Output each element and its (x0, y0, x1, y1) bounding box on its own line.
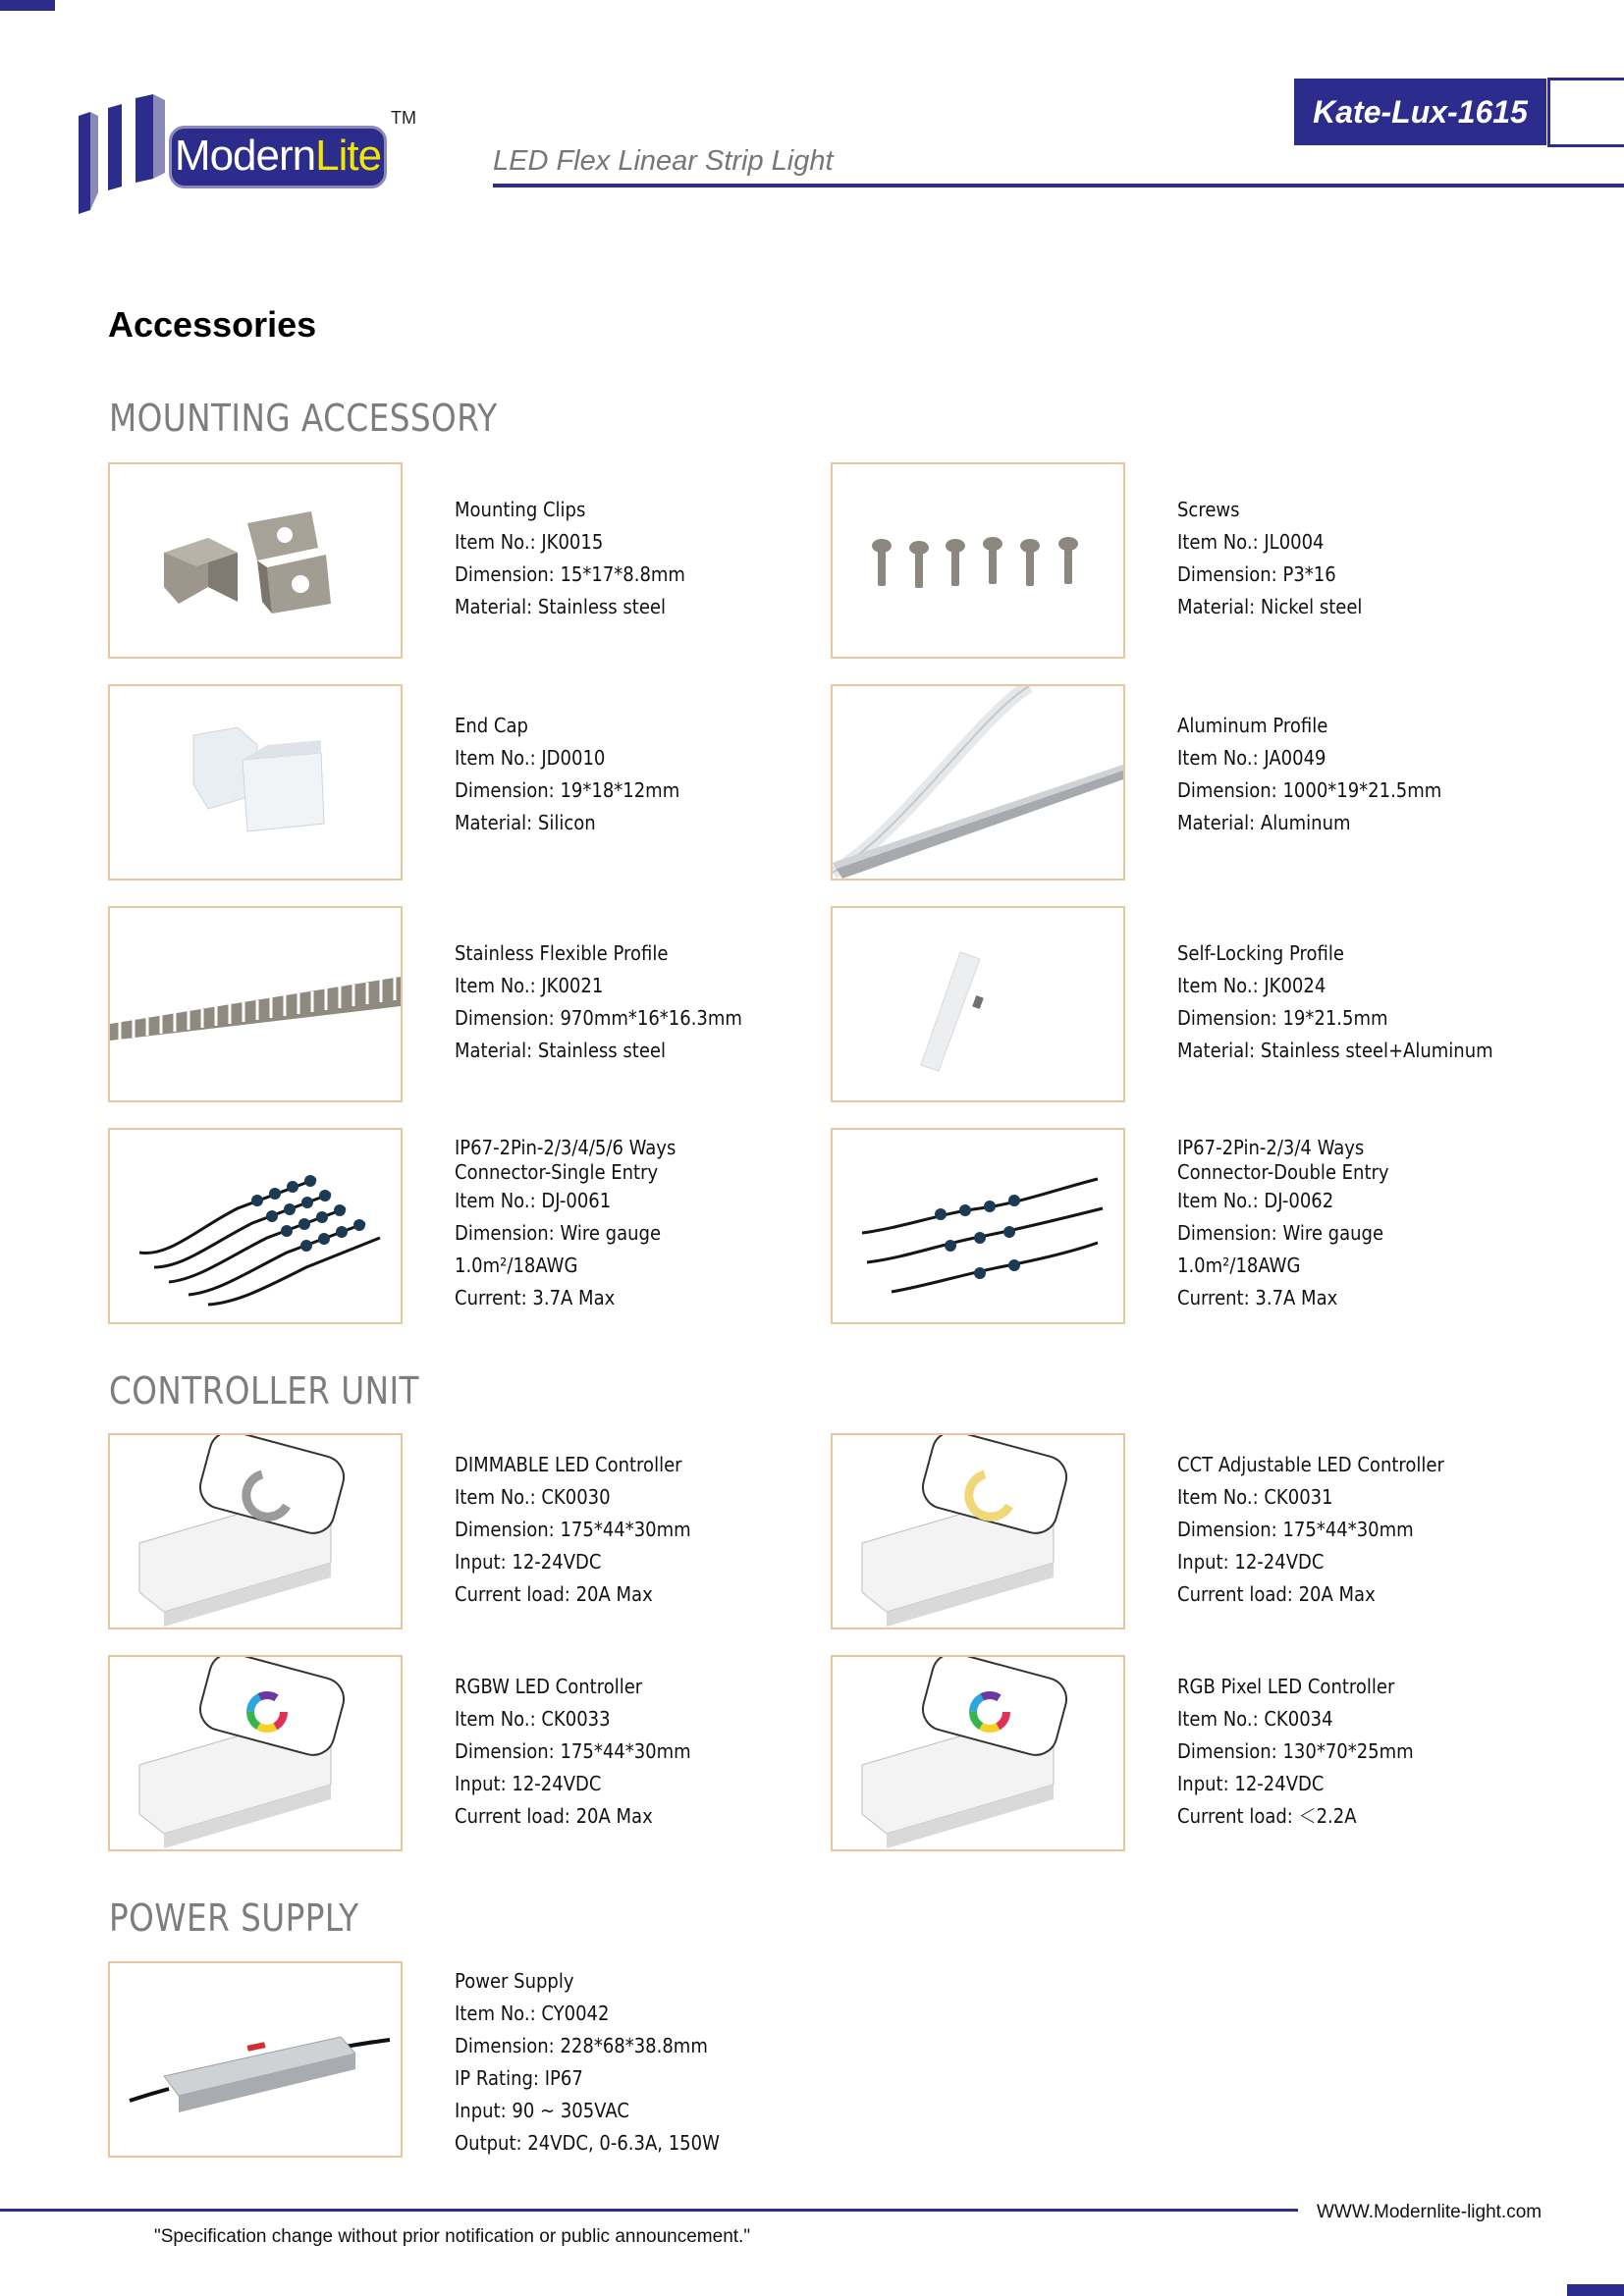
product-line-subtitle: LED Flex Linear Strip Light (493, 145, 834, 177)
item-dimension: Dimension: 1000*19*21.5mm (1177, 778, 1442, 802)
item-dimension: Dimension: 970mm*16*16.3mm (455, 1006, 742, 1030)
corner-decoration (1567, 2284, 1624, 2296)
item-dimension: Dimension: 228*68*38.8mm (455, 2034, 708, 2057)
item-number: Item No.: JK0015 (455, 530, 604, 554)
item-current: Current: 3.7A Max (455, 1286, 616, 1309)
cct-controller-image (831, 1433, 1125, 1629)
item-dimension: Dimension: 175*44*30mm (455, 1518, 691, 1541)
item-gauge: 1.0m²/18AWG (455, 1254, 578, 1277)
item-description (1177, 1136, 1389, 1314)
footer-divider (0, 2209, 1298, 2212)
item-name: Power Supply (455, 1969, 574, 1993)
item-description (455, 1965, 720, 2160)
item-dimension: Dimension: P3*16 (1177, 562, 1336, 586)
item-description (455, 1449, 691, 1611)
item-description (455, 494, 685, 623)
item-number: Item No.: CK0034 (1177, 1707, 1333, 1731)
item-description (1177, 1671, 1414, 1833)
section-title-controller: CONTROLLER UNIT (109, 1369, 419, 1413)
item-description (1177, 710, 1441, 839)
item-name: Self-Locking Profile (1177, 941, 1344, 965)
item-load: Current load: 20A Max (455, 1582, 653, 1606)
item-material: Material: Stainless steel+Aluminum (1177, 1039, 1493, 1062)
item-load: Current load: ＜2.2A (1177, 1804, 1357, 1828)
item-description (455, 1671, 691, 1833)
connector-single-image (108, 1128, 403, 1324)
item-current: Current: 3.7A Max (1177, 1286, 1338, 1309)
item-name: Aluminum Profile (1177, 714, 1328, 737)
item-number: Item No.: CY0042 (455, 2002, 610, 2025)
item-name-line2: Connector-Double Entry (1177, 1160, 1389, 1184)
item-description (455, 937, 742, 1067)
item-description (1177, 494, 1362, 623)
item-name: Mounting Clips (455, 498, 586, 521)
footer-disclaimer: "Specification change without prior notification or public announcement." (154, 2226, 751, 2247)
dimmable-controller-image (108, 1433, 403, 1629)
rgbw-controller-image (108, 1655, 403, 1851)
page-title: Accessories (108, 304, 317, 345)
item-material: Material: Stainless steel (455, 595, 666, 618)
item-description (455, 1136, 676, 1314)
item-name-line1: IP67-2Pin-2/3/4 Ways (1177, 1136, 1365, 1159)
item-dimension: Dimension: 19*18*12mm (455, 778, 680, 802)
item-name: CCT Adjustable LED Controller (1177, 1453, 1444, 1476)
item-output: Output: 24VDC, 0-6.3A, 150W (455, 2131, 720, 2155)
item-dimension: Dimension: 15*17*8.8mm (455, 562, 685, 586)
item-name: End Cap (455, 714, 528, 737)
item-description (455, 710, 679, 839)
item-number: Item No.: JK0024 (1177, 974, 1326, 997)
item-number: Item No.: DJ-0062 (1177, 1189, 1334, 1212)
rgb-pixel-controller-image (831, 1655, 1125, 1851)
trademark-symbol: TM (391, 108, 416, 128)
item-material: Material: Silicon (455, 811, 596, 834)
item-material: Material: Aluminum (1177, 811, 1351, 834)
power-supply-image (108, 1961, 403, 2158)
item-input: Input: 12-24VDC (455, 1772, 602, 1795)
item-name: RGBW LED Controller (455, 1675, 643, 1698)
end-cap-image (108, 684, 403, 881)
connector-double-image (831, 1128, 1125, 1324)
flexible-profile-image (108, 906, 403, 1102)
brand-logo (77, 94, 420, 217)
mounting-clips-image (108, 462, 403, 659)
screws-image (831, 462, 1125, 659)
item-number: Item No.: CK0030 (455, 1485, 611, 1509)
model-badge: Kate-Lux-1615 (1294, 79, 1546, 145)
item-dimension: Dimension: 130*70*25mm (1177, 1739, 1414, 1763)
item-name: DIMMABLE LED Controller (455, 1453, 682, 1476)
item-input: Input: 12-24VDC (455, 1550, 602, 1574)
item-description (1177, 937, 1493, 1067)
item-load: Current load: 20A Max (1177, 1582, 1376, 1606)
item-name-line2: Connector-Single Entry (455, 1160, 659, 1184)
item-load: Current load: 20A Max (455, 1804, 653, 1828)
item-name: Screws (1177, 498, 1240, 521)
item-name: Stainless Flexible Profile (455, 941, 669, 965)
item-number: Item No.: JD0010 (455, 746, 606, 770)
item-description (1177, 1449, 1444, 1611)
aluminum-profile-image (831, 684, 1125, 881)
item-number: Item No.: CK0031 (1177, 1485, 1333, 1509)
self-locking-profile-image (831, 906, 1125, 1102)
logo-wordmark: ModernLite (169, 126, 387, 188)
item-dimension: Dimension: Wire gauge (1177, 1221, 1384, 1245)
corner-decoration (0, 0, 55, 11)
item-number: Item No.: JL0004 (1177, 530, 1325, 554)
item-name: RGB Pixel LED Controller (1177, 1675, 1395, 1698)
item-ip-rating: IP Rating: IP67 (455, 2066, 583, 2090)
item-number: Item No.: CK0033 (455, 1707, 611, 1731)
item-gauge: 1.0m²/18AWG (1177, 1254, 1301, 1277)
model-badge-frame (1547, 78, 1624, 147)
item-input: Input: 90 ~ 305VAC (455, 2099, 629, 2122)
item-number: Item No.: JA0049 (1177, 746, 1326, 770)
item-input: Input: 12-24VDC (1177, 1772, 1325, 1795)
footer-website-url: WWW.Modernlite-light.com (1317, 2202, 1543, 2222)
section-title-power: POWER SUPPLY (109, 1896, 359, 1940)
item-number: Item No.: JK0021 (455, 974, 604, 997)
item-number: Item No.: DJ-0061 (455, 1189, 612, 1212)
item-input: Input: 12-24VDC (1177, 1550, 1325, 1574)
item-name-line1: IP67-2Pin-2/3/4/5/6 Ways (455, 1136, 677, 1159)
header-divider (493, 184, 1624, 187)
item-dimension: Dimension: 175*44*30mm (1177, 1518, 1414, 1541)
section-title-mounting: MOUNTING ACCESSORY (109, 397, 498, 440)
item-material: Material: Stainless steel (455, 1039, 666, 1062)
item-material: Material: Nickel steel (1177, 595, 1363, 618)
item-dimension: Dimension: 19*21.5mm (1177, 1006, 1388, 1030)
item-dimension: Dimension: 175*44*30mm (455, 1739, 691, 1763)
item-dimension: Dimension: Wire gauge (455, 1221, 662, 1245)
